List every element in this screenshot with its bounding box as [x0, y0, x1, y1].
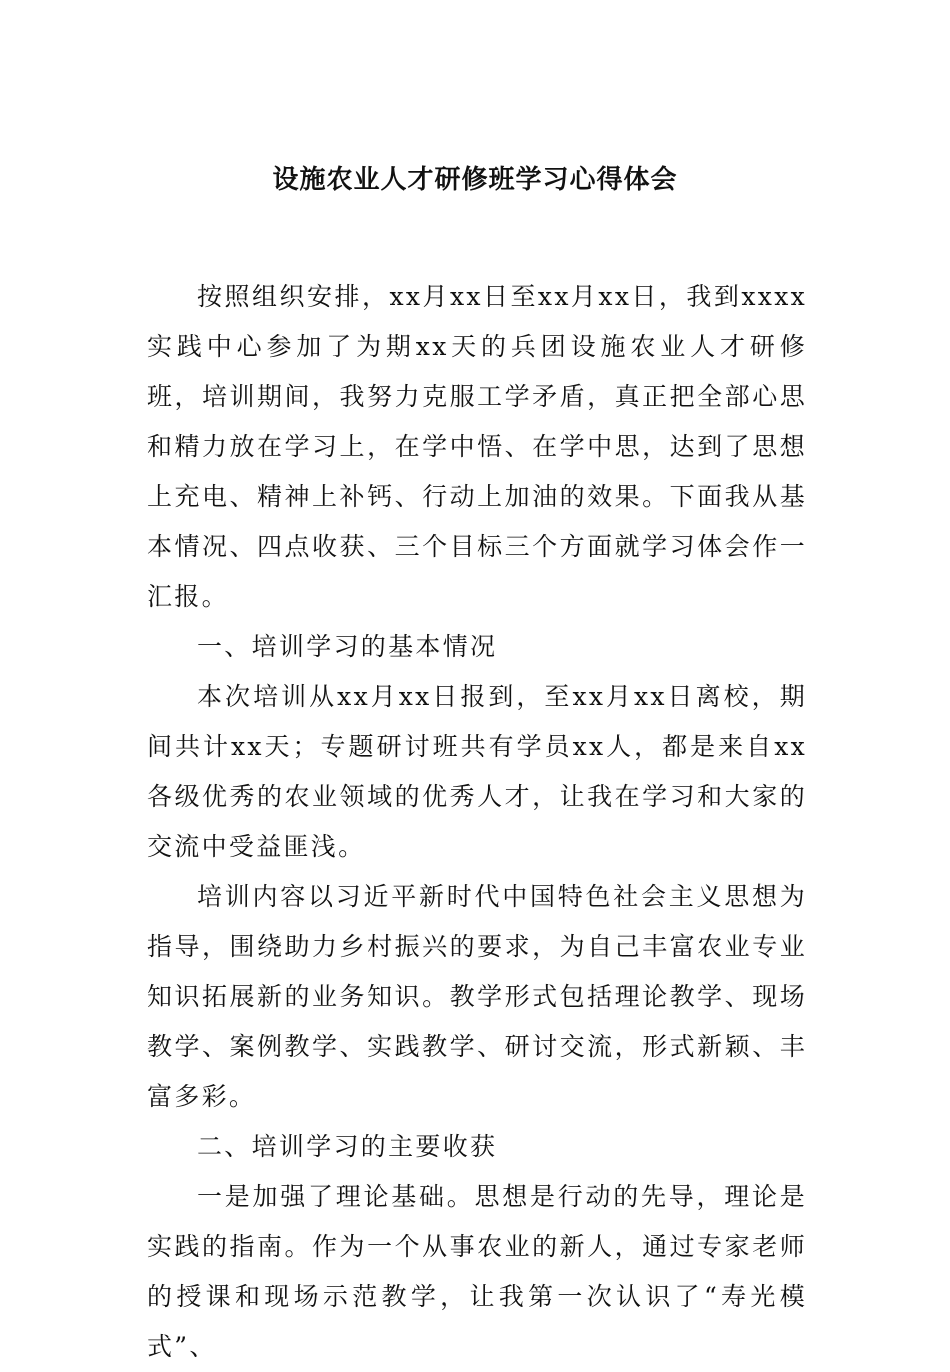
paragraph-gain-1: 一是加强了理论基础。思想是行动的先导，理论是实践的指南。作为一个从事农业的新人，通过专家老师的授课和现场示范教学，让我第一次认识了“寿光模式”、	[147, 1182, 807, 1361]
section-heading-2: 二、培训学习的主要收获	[197, 1132, 498, 1161]
paragraph-intro: 按照组织安排，xx月xx日至xx月xx日，我到xxxx实践中心参加了为期xx天的兵团设施农业人才研修班，培训期间，我努力克服工学矛盾，真正把全部心思和精力放在学习上，在学中悟、在学中思，达到了思想上充电、精神上补钙、行动上加油的效果。下面我从基本情况、四点收获、三个目标三个方面就学习体会作一汇报。	[147, 282, 807, 611]
paragraph-basic-info: 本次培训从xx月xx日报到，至xx月xx日离校，期间共计xx天；专题研讨班共有学员xx人，都是来自xx各级优秀的农业领域的优秀人才，让我在学习和大家的交流中受益匪浅。	[147, 682, 807, 861]
paragraph-content: 培训内容以习近平新时代中国特色社会主义思想为指导，围绕助力乡村振兴的要求，为自己丰富农业专业知识拓展新的业务知识。教学形式包括理论教学、现场教学、案例教学、实践教学、研讨交流，形式新颖、丰富多彩。	[147, 882, 807, 1111]
section-heading-1: 一、培训学习的基本情况	[197, 632, 498, 661]
document-body	[147, 272, 807, 1372]
document-title: 设施农业人才研修班学习心得体会	[272, 165, 678, 195]
